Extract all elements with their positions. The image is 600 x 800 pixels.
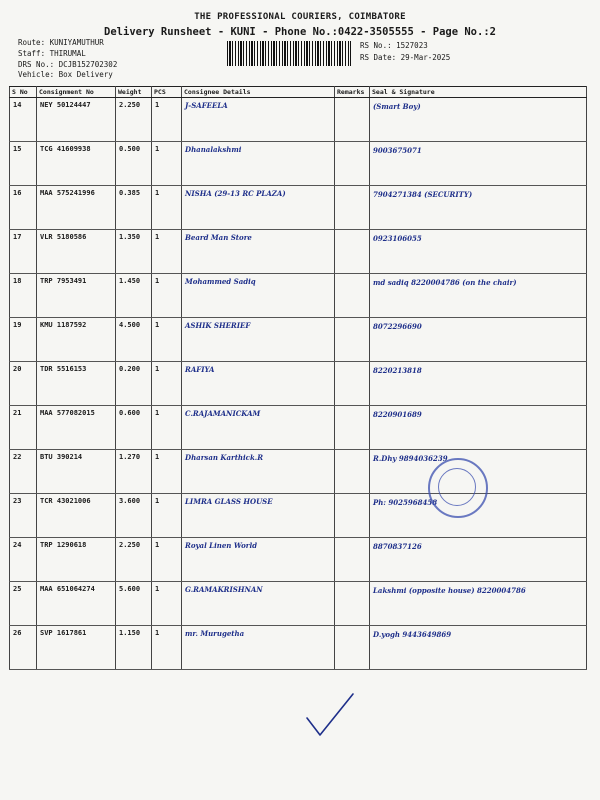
cell-weight: 2.250	[116, 98, 152, 142]
cell-weight: 1.350	[116, 230, 152, 274]
cell-sno: 21	[10, 406, 37, 450]
company-name: THE PROFESSIONAL COURIERS, COIMBATORE	[194, 12, 406, 22]
runsheet-ref	[360, 40, 450, 63]
cell-signature: 0923106055	[370, 230, 587, 274]
cell-weight: 0.200	[116, 362, 152, 406]
cell-sno: 23	[10, 494, 37, 538]
cell-sno: 15	[10, 142, 37, 186]
cell-weight: 2.250	[116, 538, 152, 582]
cell-consignment-no: TDR 5516153	[37, 362, 116, 406]
cell-consignment-no: TRP 1290618	[37, 538, 116, 582]
cell-pcs: 1	[152, 142, 182, 186]
cell-sno: 20	[10, 362, 37, 406]
cell-consignee: NISHA (29-13 RC PLAZA)	[182, 186, 335, 230]
cell-signature: Lakshmi (opposite house) 8220004786	[370, 582, 587, 626]
cell-signature: (Smart Boy)	[370, 98, 587, 142]
cell-remarks	[335, 626, 370, 670]
col-consignment: Consignment No	[37, 87, 116, 98]
cell-consignee: G.RAMAKRISHNAN	[182, 582, 335, 626]
cell-consignment-no: VLR 5180586	[37, 230, 116, 274]
table-row	[10, 186, 587, 230]
cell-consignee: Dharsan Karthick.R	[182, 450, 335, 494]
col-weight: Weight	[116, 87, 152, 98]
runsheet-title: Delivery Runsheet - KUNI - Phone No.:0422-3505555 - Page No.:2	[104, 26, 496, 38]
cell-signature: 8220213818	[370, 362, 587, 406]
cell-remarks	[335, 186, 370, 230]
col-sno: S No	[10, 87, 37, 98]
table-header-row	[10, 87, 587, 98]
cell-weight: 5.600	[116, 582, 152, 626]
cell-pcs: 1	[152, 582, 182, 626]
cell-weight: 0.600	[116, 406, 152, 450]
cell-consignee: mr. Murugetha	[182, 626, 335, 670]
rs-date: RS Date: 29-Mar-2025	[360, 52, 451, 62]
cell-pcs: 1	[152, 98, 182, 142]
table-row	[10, 98, 587, 142]
cell-consignee: RAFIYA	[182, 362, 335, 406]
checkmark-icon	[305, 690, 355, 740]
cell-weight: 3.600	[116, 494, 152, 538]
cell-remarks	[335, 362, 370, 406]
rs-number: RS No.: 1527023	[360, 41, 428, 50]
cell-consignment-no: TCR 43021006	[37, 494, 116, 538]
col-pcs: PCS	[152, 87, 182, 98]
cell-signature: Ph: 9025968458	[370, 494, 587, 538]
cell-signature: 8072296690	[370, 318, 587, 362]
cell-weight: 0.385	[116, 186, 152, 230]
cell-signature: R.Dhy 9894036239	[370, 450, 587, 494]
route-label: Route: KUNIYAMUTHUR	[18, 38, 104, 47]
cell-consignment-no: MAA 577082015	[37, 406, 116, 450]
cell-sno: 16	[10, 186, 37, 230]
cell-consignment-no: NEY 50124447	[37, 98, 116, 142]
cell-remarks	[335, 318, 370, 362]
table-row	[10, 494, 587, 538]
table-row	[10, 406, 587, 450]
table-row	[10, 582, 587, 626]
table-row	[10, 626, 587, 670]
cell-remarks	[335, 538, 370, 582]
company-seal-stamp	[428, 458, 488, 518]
cell-pcs: 1	[152, 406, 182, 450]
cell-consignee: LIMRA GLASS HOUSE	[182, 494, 335, 538]
cell-weight: 1.270	[116, 450, 152, 494]
cell-consignment-no: SVP 1617861	[37, 626, 116, 670]
cell-sno: 19	[10, 318, 37, 362]
cell-sno: 24	[10, 538, 37, 582]
cell-pcs: 1	[152, 230, 182, 274]
cell-consignment-no: KMU 1187592	[37, 318, 116, 362]
cell-weight: 1.450	[116, 274, 152, 318]
col-remarks: Remarks	[335, 87, 370, 98]
cell-weight: 4.500	[116, 318, 152, 362]
cell-remarks	[335, 450, 370, 494]
cell-pcs: 1	[152, 538, 182, 582]
table-row	[10, 318, 587, 362]
cell-weight: 0.500	[116, 142, 152, 186]
drs-number: DRS No.: DCJB152702302	[18, 59, 118, 69]
cell-consignment-no: BTU 390214	[37, 450, 116, 494]
cell-signature: md sadiq 8220004786 (on the chair)	[370, 274, 587, 318]
cell-consignee: Beard Man Store	[182, 230, 335, 274]
cell-pcs: 1	[152, 626, 182, 670]
cell-sno: 14	[10, 98, 37, 142]
cell-sno: 25	[10, 582, 37, 626]
cell-remarks	[335, 230, 370, 274]
cell-remarks	[335, 98, 370, 142]
cell-signature: 9003675071	[370, 142, 587, 186]
table-row	[10, 142, 587, 186]
cell-consignee: J-SAFEELA	[182, 98, 335, 142]
table-row	[10, 274, 587, 318]
cell-signature: 8220901689	[370, 406, 587, 450]
table-row	[10, 362, 587, 406]
cell-consignment-no: TRP 7953491	[37, 274, 116, 318]
cell-consignee: C.RAJAMANICKAM	[182, 406, 335, 450]
table-row	[10, 538, 587, 582]
cell-pcs: 1	[152, 450, 182, 494]
cell-pcs: 1	[152, 362, 182, 406]
cell-remarks	[335, 582, 370, 626]
cell-pcs: 1	[152, 274, 182, 318]
cell-consignment-no: TCG 41609938	[37, 142, 116, 186]
cell-sno: 22	[10, 450, 37, 494]
cell-consignee: ASHIK SHERIEF	[182, 318, 335, 362]
cell-consignment-no: MAA 575241996	[37, 186, 116, 230]
table-row	[10, 230, 587, 274]
cell-pcs: 1	[152, 494, 182, 538]
col-consignee: Consignee Details	[182, 87, 335, 98]
barcode-image	[227, 41, 351, 66]
runsheet-meta	[18, 38, 117, 81]
cell-remarks	[335, 274, 370, 318]
cell-consignment-no: MAA 651064274	[37, 582, 116, 626]
cell-signature: 7904271384 (SECURITY)	[370, 186, 587, 230]
cell-signature: D.yogh 9443649869	[370, 626, 587, 670]
cell-sno: 18	[10, 274, 37, 318]
cell-sno: 26	[10, 626, 37, 670]
staff-label: Staff: THIRUMAL	[18, 48, 86, 58]
cell-pcs: 1	[152, 186, 182, 230]
cell-consignee: Dhanalakshmi	[182, 142, 335, 186]
vehicle-label: Vehicle: Box Delivery	[18, 70, 113, 80]
cell-remarks	[335, 494, 370, 538]
cell-remarks	[335, 142, 370, 186]
cell-remarks	[335, 406, 370, 450]
cell-consignee: Mohammed Sadiq	[182, 274, 335, 318]
cell-weight: 1.150	[116, 626, 152, 670]
table-row	[10, 450, 587, 494]
cell-consignee: Royal Linen World	[182, 538, 335, 582]
cell-pcs: 1	[152, 318, 182, 362]
cell-signature: 8870837126	[370, 538, 587, 582]
consignment-table	[9, 86, 587, 670]
col-signature: Seal & Signature	[370, 87, 587, 98]
cell-sno: 17	[10, 230, 37, 274]
